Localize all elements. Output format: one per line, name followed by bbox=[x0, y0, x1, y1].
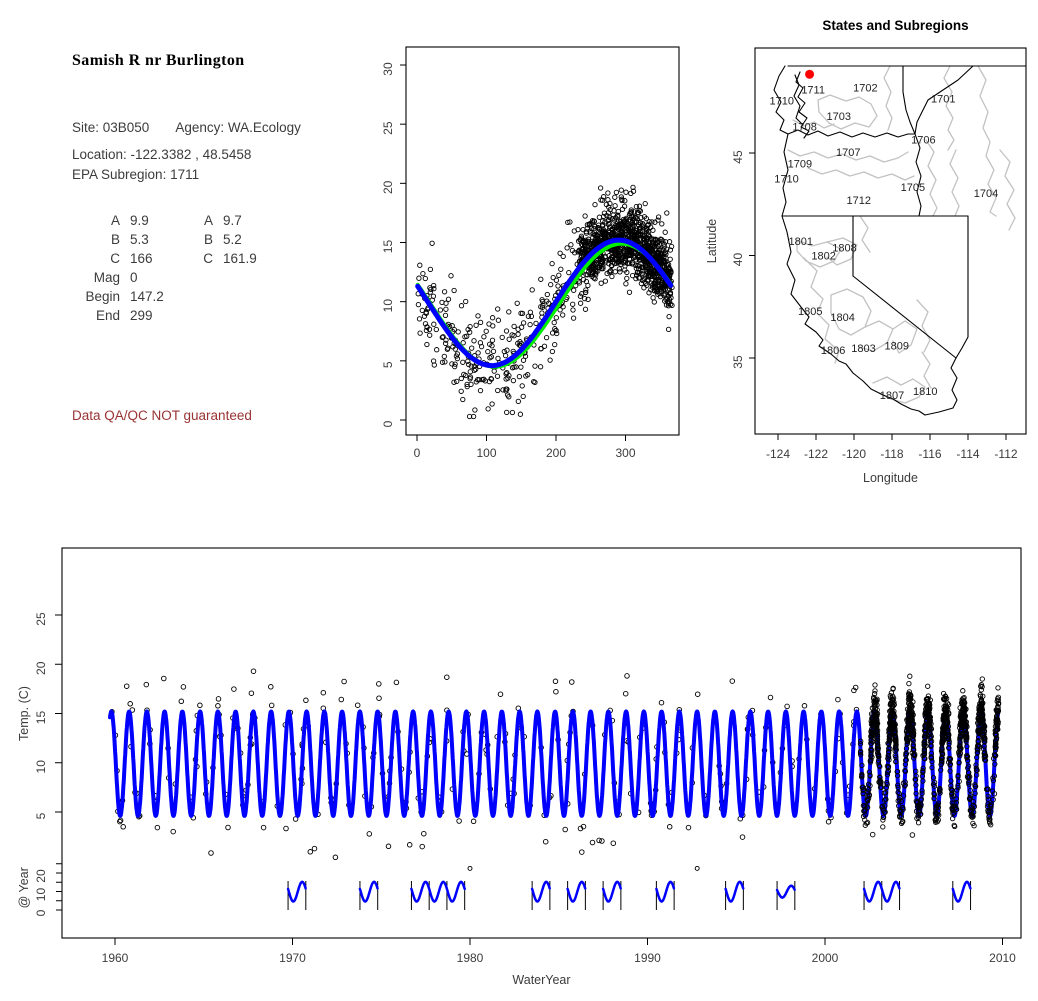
site-text: Site: 03B050 bbox=[72, 120, 150, 135]
svg-text:1706: 1706 bbox=[911, 134, 936, 147]
svg-text:40: 40 bbox=[731, 252, 745, 267]
seasonal-plot-svg bbox=[380, 20, 700, 490]
qa-warning-text: Data QA/QC NOT guaranteed bbox=[72, 408, 252, 423]
param-value: 5.2 bbox=[223, 232, 242, 247]
svg-text:10: 10 bbox=[34, 760, 48, 774]
param-label: A bbox=[110, 213, 120, 228]
svg-text:1710: 1710 bbox=[769, 95, 795, 108]
svg-text:1810: 1810 bbox=[913, 385, 938, 398]
svg-text:1701: 1701 bbox=[931, 93, 956, 106]
year-fit-strip bbox=[288, 866, 970, 910]
timeseries-svg bbox=[0, 520, 1038, 1001]
svg-text:15: 15 bbox=[34, 710, 48, 725]
svg-text:1990: 1990 bbox=[634, 951, 661, 965]
svg-text:1804: 1804 bbox=[830, 312, 855, 324]
svg-text:1808: 1808 bbox=[832, 242, 857, 255]
svg-text:1702: 1702 bbox=[853, 82, 878, 95]
param-label: Begin bbox=[85, 289, 120, 304]
param-label: A bbox=[203, 213, 213, 228]
svg-text:-118: -118 bbox=[880, 447, 904, 461]
svg-text:1970: 1970 bbox=[279, 951, 306, 965]
param-value: 161.9 bbox=[223, 251, 257, 266]
svg-text:Longitude: Longitude bbox=[863, 471, 918, 485]
svg-text:30: 30 bbox=[381, 62, 395, 76]
svg-text:25: 25 bbox=[34, 612, 48, 626]
svg-text:1960: 1960 bbox=[101, 951, 129, 965]
fit-params-col2 bbox=[165, 213, 257, 266]
svg-text:1703: 1703 bbox=[826, 111, 852, 124]
svg-text:1980: 1980 bbox=[456, 951, 484, 965]
map-svg bbox=[700, 0, 1038, 500]
svg-text:20: 20 bbox=[34, 869, 48, 883]
param-label: Mag bbox=[93, 270, 120, 285]
svg-text:1806: 1806 bbox=[820, 344, 846, 357]
svg-text:25: 25 bbox=[381, 121, 395, 135]
svg-text:-124: -124 bbox=[765, 447, 791, 461]
svg-text:1802: 1802 bbox=[811, 250, 836, 263]
param-label: B bbox=[110, 232, 120, 247]
svg-text:-114: -114 bbox=[956, 447, 980, 461]
param-value: 166 bbox=[130, 251, 153, 266]
param-label: C bbox=[203, 251, 213, 266]
svg-text:WaterYear: WaterYear bbox=[512, 973, 571, 987]
svg-text:1708: 1708 bbox=[792, 121, 817, 134]
svg-text:1704: 1704 bbox=[973, 187, 999, 200]
location-text: Location: -122.3382 , 48.5458 bbox=[72, 147, 252, 162]
svg-text:States and Subregions: States and Subregions bbox=[822, 18, 969, 33]
site-agency-line bbox=[72, 120, 301, 135]
svg-text:1809: 1809 bbox=[884, 340, 909, 353]
svg-text:20: 20 bbox=[34, 661, 48, 675]
svg-text:0: 0 bbox=[413, 446, 421, 460]
svg-text:300: 300 bbox=[615, 446, 636, 460]
svg-text:5: 5 bbox=[34, 812, 48, 820]
param-label: C bbox=[110, 251, 120, 266]
svg-text:1710: 1710 bbox=[774, 173, 799, 186]
param-value: 5.3 bbox=[130, 232, 149, 247]
svg-text:5: 5 bbox=[381, 361, 395, 369]
svg-text:10: 10 bbox=[381, 298, 395, 313]
svg-text:1712: 1712 bbox=[846, 195, 871, 208]
svg-text:-112: -112 bbox=[994, 447, 1018, 461]
epa-subregion-text: EPA Subregion: 1711 bbox=[72, 167, 200, 182]
svg-text:20: 20 bbox=[381, 180, 395, 195]
svg-text:10: 10 bbox=[34, 887, 48, 902]
svg-text:200: 200 bbox=[545, 446, 567, 460]
scatter-points bbox=[416, 185, 674, 418]
svg-text:-122: -122 bbox=[803, 447, 829, 461]
svg-text:@ Year: @ Year bbox=[17, 867, 31, 909]
param-label: B bbox=[203, 232, 213, 247]
svg-text:1805: 1805 bbox=[798, 305, 823, 318]
svg-text:1807: 1807 bbox=[879, 389, 905, 402]
svg-text:15: 15 bbox=[381, 239, 395, 254]
svg-text:-120: -120 bbox=[841, 447, 867, 461]
svg-text:1801: 1801 bbox=[788, 236, 814, 249]
fit-params-col1 bbox=[72, 213, 164, 323]
dense-points bbox=[858, 674, 1001, 829]
agency-text: Agency: WA.Ecology bbox=[175, 120, 301, 135]
svg-text:2000: 2000 bbox=[811, 951, 839, 965]
param-value: 147.2 bbox=[130, 289, 164, 304]
station-title: Samish R nr Burlington bbox=[72, 52, 245, 69]
svg-text:1707: 1707 bbox=[836, 146, 861, 159]
svg-text:1705: 1705 bbox=[900, 181, 926, 194]
svg-text:35: 35 bbox=[731, 355, 745, 369]
svg-text:-116: -116 bbox=[918, 447, 942, 461]
param-value: 299 bbox=[130, 308, 153, 323]
svg-text:45: 45 bbox=[731, 150, 745, 164]
svg-text:0: 0 bbox=[34, 909, 48, 917]
svg-text:Latitude: Latitude bbox=[705, 218, 719, 264]
param-value: 0 bbox=[130, 270, 138, 285]
svg-text:1709: 1709 bbox=[787, 158, 813, 171]
svg-text:2010: 2010 bbox=[989, 951, 1016, 965]
param-value: 9.9 bbox=[130, 213, 149, 228]
svg-text:0: 0 bbox=[381, 420, 395, 428]
svg-text:100: 100 bbox=[476, 446, 497, 460]
param-label: End bbox=[95, 308, 120, 323]
svg-text:Temp. (C): Temp. (C) bbox=[17, 686, 31, 741]
svg-text:1803: 1803 bbox=[851, 342, 876, 355]
info-panel bbox=[70, 50, 390, 480]
site-marker bbox=[805, 70, 814, 79]
svg-text:1711: 1711 bbox=[801, 84, 825, 97]
param-value: 9.7 bbox=[223, 213, 242, 228]
region-labels bbox=[770, 82, 999, 402]
